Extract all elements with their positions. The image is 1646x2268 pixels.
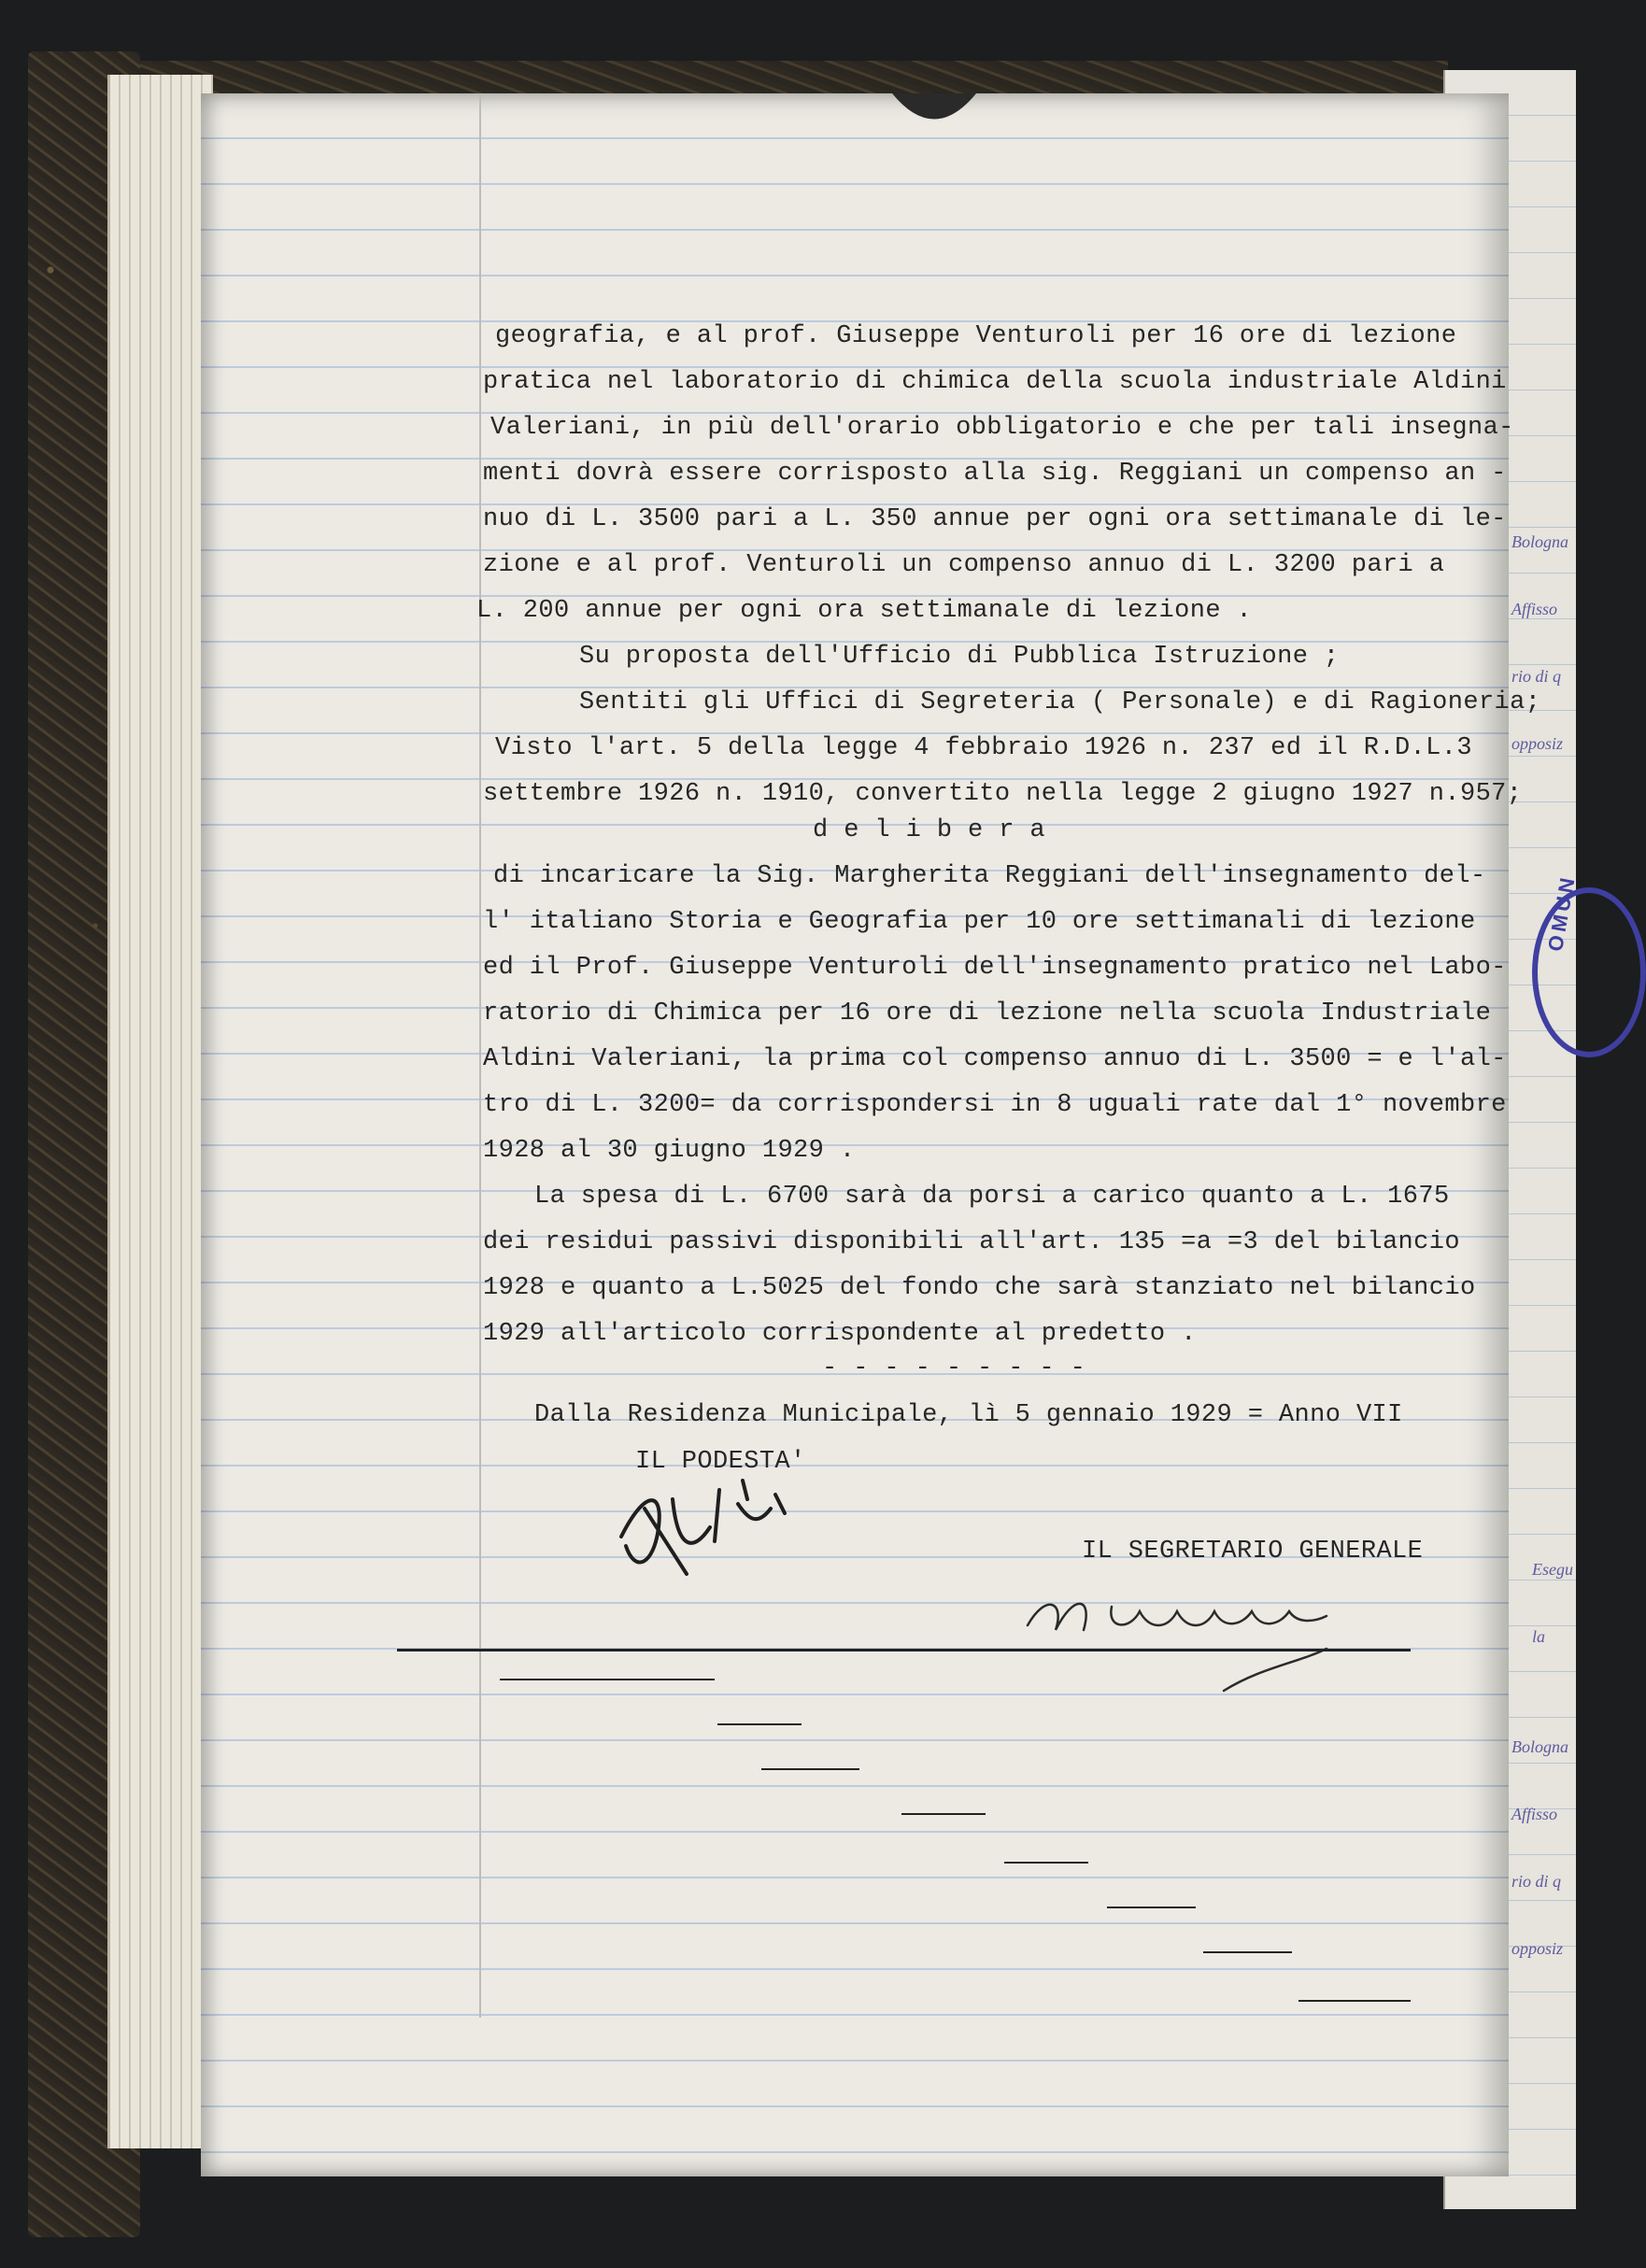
text-line: La spesa di L. 6700 sarà da porsi a carico quanto a L. 1675 (534, 1183, 1450, 1211)
seal-text: OMUN (1543, 872, 1581, 954)
text-line: 1928 e quanto a L.5025 del fondo che sarà stanziato nel bilancio (483, 1274, 1476, 1302)
municipal-seal (1532, 872, 1646, 1057)
stamp-line: la (1532, 1627, 1546, 1646)
text-line: ed il Prof. Giuseppe Venturoli dell'insegnamento pratico nel Labo- (483, 954, 1507, 982)
stamp-line: opposiz (1511, 1939, 1564, 1958)
stamp-line: rio di q (1511, 667, 1562, 686)
text-line: pratica nel laboratorio di chimica della scuola industriale Aldini (483, 368, 1507, 396)
stamp-line: Bologna (1511, 532, 1568, 551)
margin-stamp-middle (1532, 1513, 1573, 1693)
margin-stamp-upper (1511, 486, 1568, 800)
delibera-heading: d e l i b e r a (813, 816, 1046, 844)
text-line: Valeriani, in più dell'orario obbligatorio e che per tali insegna- (490, 414, 1514, 442)
stamp-line: Esegu (1532, 1560, 1573, 1579)
text-line: l' italiano Storia e Geografia per 10 ore settimanali di lezione (483, 908, 1476, 936)
page-edges (107, 75, 213, 2148)
lined-paper (201, 93, 1509, 2176)
text-line: tro di L. 3200= da corrispondersi in 8 uguali rate dal 1° novembre (483, 1091, 1507, 1119)
text-line: ratorio di Chimica per 16 ore di lezione nella scuola Industriale (483, 999, 1492, 1028)
filler-dash (901, 1813, 986, 1815)
filler-dash (761, 1768, 859, 1770)
text-line: settembre 1926 n. 1910, convertito nella legge 2 giugno 1927 n.957; (483, 780, 1523, 808)
filler-dash (717, 1723, 802, 1725)
paper-tear (892, 93, 976, 131)
filler-dash (1203, 1951, 1292, 1953)
filler-dash (1004, 1862, 1088, 1864)
stamp-line: Bologna (1511, 1737, 1568, 1756)
text-line: Su proposta dell'Ufficio di Pubblica Istruzione ; (579, 643, 1340, 671)
text-line: menti dovrà essere corrisposto alla sig. Reggiani un compenso an - (483, 460, 1507, 488)
filler-dash (1298, 2000, 1411, 2002)
filler-dash (1107, 1907, 1196, 1908)
text-line: dei residui passivi disponibili all'art. 135 =a =3 del bilancio (483, 1228, 1460, 1256)
filler-dash (500, 1679, 715, 1680)
text-line: geografia, e al prof. Giuseppe Venturoli per 16 ore di lezione (495, 322, 1457, 350)
text-line: di incaricare la Sig. Margherita Reggiani dell'insegnamento del- (493, 862, 1486, 890)
closing-rule (397, 1649, 1411, 1651)
closing-line: Dalla Residenza Municipale, lì 5 gennaio 1929 = Anno VII (534, 1401, 1403, 1429)
podesta-signature (607, 1471, 850, 1593)
stamp-line: Affisso (1511, 1805, 1558, 1823)
text-line: Aldini Valeriani, la prima col compenso annuo di L. 3500 = e l'al- (483, 1045, 1507, 1073)
text-line: L. 200 annue per ogni ora settimanale di lezione . (476, 597, 1253, 625)
text-line: 1929 all'articolo corrispondente al predetto . (483, 1320, 1197, 1348)
separator: - - - - - - - - - (822, 1354, 1086, 1382)
text-line: 1928 al 30 giugno 1929 . (483, 1137, 856, 1165)
secretary-signature (1018, 1574, 1392, 1705)
podesta-title: IL PODESTA' (635, 1448, 806, 1476)
stamp-line: opposiz (1511, 734, 1564, 753)
text-line: Sentiti gli Uffici di Segreteria ( Personale) e di Ragioneria; (579, 688, 1541, 716)
text-line: nuo di L. 3500 pari a L. 350 annue per ogni ora settimanale di le- (483, 505, 1507, 533)
stamp-line: Affisso (1511, 600, 1558, 618)
text-line: zione e al prof. Venturoli un compenso annuo di L. 3200 pari a (483, 551, 1445, 579)
margin-stamp-lower (1511, 1691, 1568, 2005)
secretary-title: IL SEGRETARIO GENERALE (1082, 1538, 1424, 1566)
stamp-line: rio di q (1511, 1872, 1562, 1891)
text-line: Visto l'art. 5 della legge 4 febbraio 1926 n. 237 ed il R.D.L.3 (495, 734, 1472, 762)
margin-rule (479, 93, 481, 2018)
